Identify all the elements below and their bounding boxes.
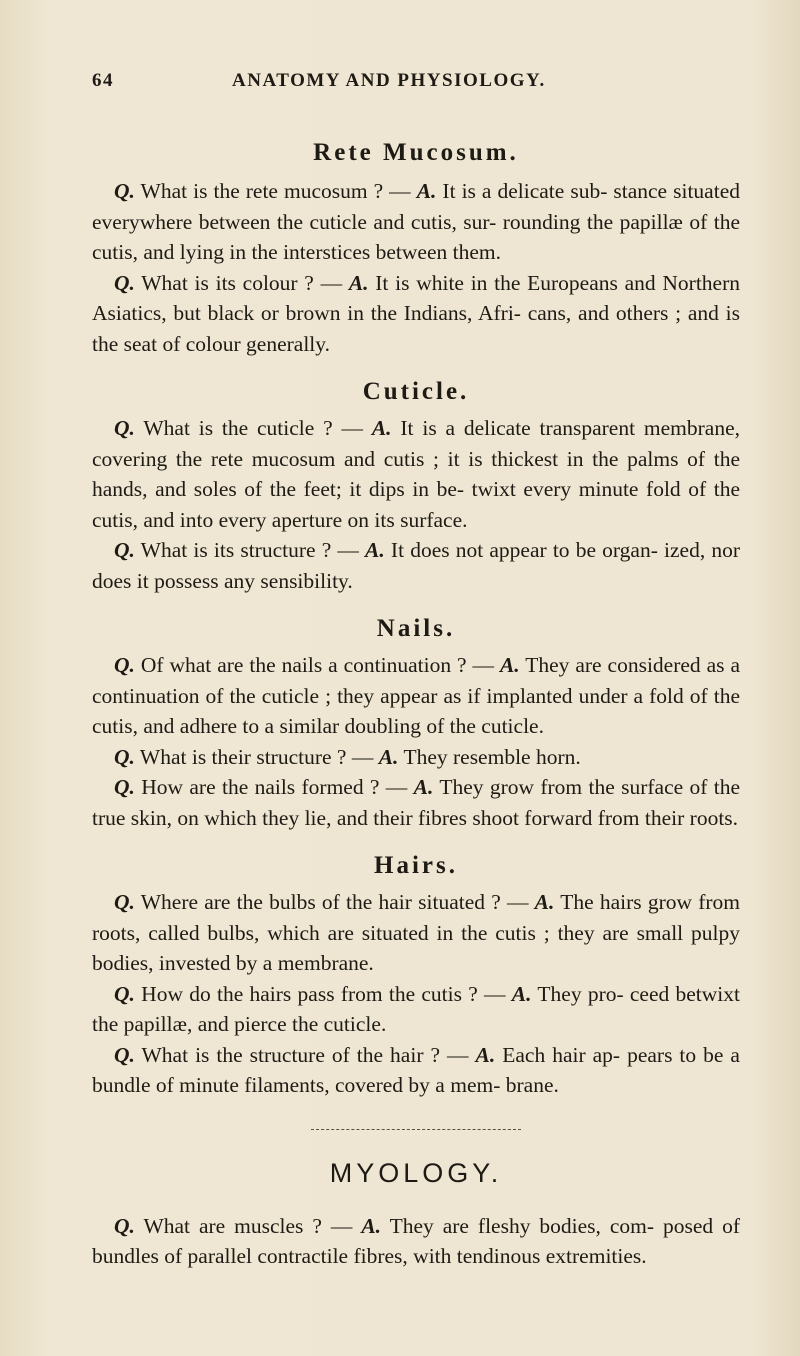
answer-label: A. [499, 653, 520, 677]
question-label: Q. [114, 270, 135, 295]
answer-label: A. [361, 1213, 382, 1238]
answer-text: It is white in the Europeans and Northern Asiatics, but black or brown in the Indians, Afri- cans, and others ; and is the seat of colour generally. [92, 270, 740, 356]
question-text: Of what are the nails a continuation ? — [140, 653, 495, 677]
question-text: What is its colour ? — [141, 270, 343, 295]
section-heading-rete-mucosum: Rete Mucosum. [313, 139, 519, 166]
page-number: 64 [92, 70, 114, 91]
question-label: Q. [114, 179, 135, 203]
answer-text: They resemble horn. [403, 744, 581, 769]
answer-label: A. [348, 270, 369, 295]
answer-label: A. [378, 744, 399, 769]
question-label: Q. [114, 775, 135, 799]
qa-entry [92, 413, 740, 535]
section-heading-cuticle: Cuticle. [362, 378, 470, 405]
answer-label: A. [416, 179, 437, 203]
section-heading-hairs: Hairs. [374, 852, 458, 879]
answer-text: They are fleshy bodies, com- posed of bundles of parallel contractile fibres, with tendinous extremities. [92, 1213, 740, 1268]
answer-text: It does not appear to be organ- ized, nor does it possess any sensibility. [92, 538, 740, 593]
qa-entry [92, 1040, 740, 1101]
question-label: Q. [114, 890, 135, 914]
question-text: What is the rete mucosum ? — [140, 179, 411, 203]
qa-entry [92, 535, 740, 596]
answer-text: They are considered as a continuation of the cuticle ; they appear as if implanted under a fold of the cutis, and adhere to a similar doubling of the cuticle. [92, 653, 740, 738]
qa-entry [92, 742, 740, 773]
question-text: What are muscles ? — [143, 1213, 353, 1238]
qa-entry [92, 1211, 740, 1272]
answer-label: A. [371, 416, 392, 440]
answer-label: A. [365, 538, 385, 562]
answer-text: It is a delicate sub- stance situated everywhere between the cuticle and cutis, sur- rounding the papillæ of the cutis, and lying in the interstices between them. [92, 179, 740, 264]
answer-label: A. [475, 1042, 496, 1067]
question-text: Where are the bulbs of the hair situated ? — [140, 890, 529, 914]
question-text: What is the cuticle ? — [143, 416, 364, 440]
question-label: Q. [114, 538, 135, 562]
question-text: What is its structure ? — [140, 538, 359, 562]
answer-label: A. [534, 890, 555, 914]
question-label: Q. [114, 981, 135, 1006]
question-text: What is the structure of the hair ? — [141, 1042, 469, 1067]
section-heading-nails: Nails. [376, 615, 456, 642]
qa-entry [92, 979, 740, 1040]
answer-label: A. [511, 981, 532, 1006]
qa-entry [92, 887, 740, 979]
qa-entry [92, 176, 740, 268]
qa-entry [92, 650, 740, 742]
section-divider [311, 1129, 521, 1130]
running-title: ANATOMY AND PHYSIOLOGY. [232, 70, 546, 91]
question-text: What is their structure ? — [139, 744, 374, 769]
answer-text: It is a delicate transparent membrane, covering the rete mucosum and cutis ; it is thickest in the palms of the hands, and soles of the feet; it dips in be- twixt every minute fold of the cutis, and into every aperture on its surface. [92, 416, 741, 532]
question-label: Q. [114, 653, 135, 677]
question-label: Q. [114, 744, 135, 769]
question-text: How do the hairs pass from the cutis ? — [141, 981, 506, 1006]
answer-text: Each hair ap- pears to be a bundle of minute filaments, covered by a mem- brane. [92, 1042, 740, 1097]
chapter-heading-myology: MYOLOGY. [329, 1157, 503, 1188]
question-label: Q. [114, 1042, 135, 1067]
answer-text: They grow from the surface of the true skin, on which they lie, and their fibres shoot forward from their roots. [92, 775, 740, 830]
answer-text: The hairs grow from roots, called bulbs, which are situated in the cutis ; they are small pulpy bodies, invested by a membrane. [92, 890, 741, 975]
qa-entry [92, 268, 740, 360]
question-text: How are the nails formed ? — [141, 775, 408, 799]
question-label: Q. [114, 1213, 135, 1238]
qa-entry [92, 772, 740, 833]
answer-text: They pro- ceed betwixt the papillæ, and pierce the cuticle. [92, 981, 741, 1036]
question-label: Q. [114, 416, 135, 440]
running-head [92, 70, 740, 104]
answer-label: A. [413, 775, 434, 799]
